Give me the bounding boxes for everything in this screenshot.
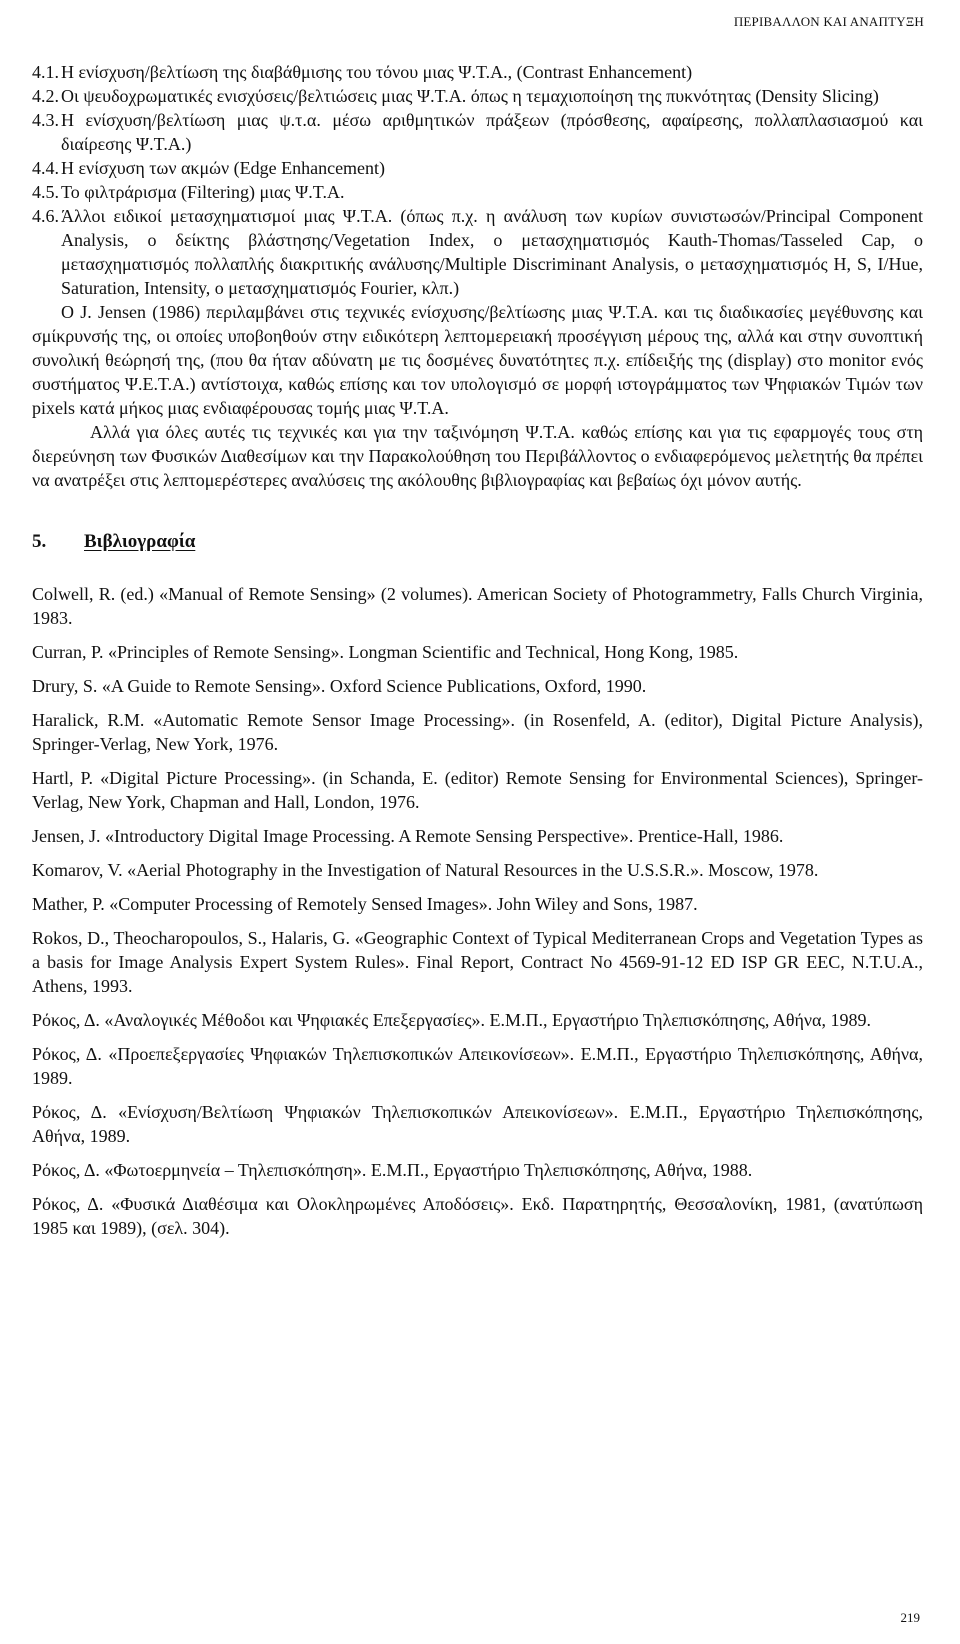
toc-number: 4.6. xyxy=(32,206,59,226)
toc-text: Η ενίσχυση/βελτίωση μιας ψ.τ.α. μέσω αριθμητικών πράξεων (πρόσθεσης, αφαίρεσης, πολλαπλασιασμού και διαίρεσης Ψ.Τ.Α.) xyxy=(61,110,923,154)
toc-item-4-4 xyxy=(32,156,923,180)
reference-item: Mather, P. «Computer Processing of Remotely Sensed Images». John Wiley and Sons, 1987. xyxy=(32,894,698,914)
toc-number: 4.3. xyxy=(32,110,59,130)
section-number: 5. xyxy=(32,531,47,552)
toc-item-4-2 xyxy=(32,84,923,108)
section-title: Βιβλιογραφία xyxy=(84,531,196,552)
toc-text: Η ενίσχυση των ακμών (Edge Enhancement) xyxy=(61,158,386,178)
reference-item: Colwell, R. (ed.) «Manual of Remote Sensing» (2 volumes). American Society of Photogrammetry, Falls Church Virginia, 1983. xyxy=(32,584,923,628)
reference-item: Jensen, J. «Introductory Digital Image Processing. A Remote Sensing Perspective». Prentice-Hall, 1986. xyxy=(32,826,784,846)
toc-item-4-5 xyxy=(32,180,923,204)
reference-item: Haralick, R.M. «Automatic Remote Sensor Image Processing». (in Rosenfeld, A. (editor), Digital Picture Analysis), Springer-Verlag, New York, 1976. xyxy=(32,710,923,754)
toc-text: Οι ψευδοχρωματικές ενισχύσεις/βελτιώσεις μιας Ψ.Τ.Α. όπως η τεμαχιοποίηση της πυκνότητας (Density Slicing) xyxy=(61,86,879,106)
toc-item-4-3 xyxy=(32,108,923,156)
reference-item: Curran, P. «Principles of Remote Sensing». Longman Scientific and Technical, Hong Kong, 1985. xyxy=(32,642,739,662)
toc-text: Άλλοι ειδικοί μετασχηματισμοί μιας Ψ.Τ.Α. (όπως π.χ. η ανάλυση των κυρίων συνιστωσών/Principal Component Analysis, ο δείκτης βλάστησης/Vegetation Index, ο μετασχηματισμός Kauth-Thomas/Tasseled Cap, ο μετασχηματισμός πολλαπλής διακριτικής ανάλυσης/Multiple Discriminant Analysis, ο μετασχηματισμός H, S, I/Hue, Saturation, Intensity, ο μετασχηματισμός Fourier, κλπ.) xyxy=(61,206,923,298)
toc-item-4-1 xyxy=(32,60,923,84)
reference-item: Ρόκος, Δ. «Προεπεξεργασίες Ψηφιακών Τηλεπισκοπικών Απεικονίσεων». Ε.Μ.Π., Εργαστήριο Τηλεπισκόπησης, Αθήνα, 1989. xyxy=(32,1044,923,1088)
reference-item: Ρόκος, Δ. «Ενίσχυση/Βελτίωση Ψηφιακών Τηλεπισκοπικών Απεικονίσεων». Ε.Μ.Π., Εργαστήριο Τηλεπισκόπησης, Αθήνα, 1989. xyxy=(32,1102,923,1146)
reference-item: Ρόκος, Δ. «Φωτοερμηνεία – Τηλεπισκόπηση». Ε.Μ.Π., Εργαστήριο Τηλεπισκόπησης, Αθήνα, 1988. xyxy=(32,1160,753,1180)
reference-item: Ρόκος, Δ. «Αναλογικές Μέθοδοι και Ψηφιακές Επεξεργασίες». Ε.Μ.Π., Εργαστήριο Τηλεπισκόπησης, Αθήνα, 1989. xyxy=(32,1010,871,1030)
reference-item: Hartl, P. «Digital Picture Processing». (in Schanda, E. (editor) Remote Sensing for Environmental Sciences), Springer-Verlag, New York, Chapman and Hall, London, 1976. xyxy=(32,768,923,812)
body-paragraph-jensen: Ο J. Jensen (1986) περιλαμβάνει στις τεχνικές ενίσχυσης/βελτίωσης μιας Ψ.Τ.Α. και τις διαδικασίες μεγέθυνσης και σμίκρυνσής της, οι οποίες υποβοηθούν στην ειδικότερη λεπτομερειακή προσέγγιση μέρους της, αλλά και στην συνοπτική συνολική θεώρησή της, (που θα ήταν αδύνατη με τις δοσμένες δυνατότητες π.χ. επίδειξής της (display) στο monitor ενός συστήματος Ψ.Ε.Τ.Α.) αντίστοιχα, καθώς επίσης και τον υπολογισμό σε μορφή ιστογράμματος των Ψηφιακών Τιμών των pixels κατά μήκος μιας ενδιαφέρουσας τομής μιας Ψ.Τ.Α. xyxy=(32,302,923,418)
toc-text: Η ενίσχυση/βελτίωση της διαβάθμισης του τόνου μιας Ψ.Τ.Α., (Contrast Enhancement) xyxy=(61,62,693,82)
reference-item: Rokos, D., Theocharopoulos, S., Halaris, G. «Geographic Context of Typical Mediterranean Crops and Vegetation Types as a basis for Image Analysis Expert System Rules». Final Report, Contract No 4569-91-12 ED ISP GR EEC, N.T.U.A., Athens, 1993. xyxy=(32,928,923,996)
page-number: 219 xyxy=(900,1610,920,1625)
reference-item: Drury, S. «A Guide to Remote Sensing». Oxford Science Publications, Oxford, 1990. xyxy=(32,676,647,696)
section-heading-bibliography xyxy=(32,530,923,554)
toc-number: 4.1. xyxy=(32,62,59,82)
running-header: ΠΕΡΙΒΑΛΛΟΝ ΚΑΙ ΑΝΑΠΤΥΞΗ xyxy=(733,14,924,29)
reference-item: Komarov, V. «Aerial Photography in the Investigation of Natural Resources in the U.S.S.R.». Moscow, 1978. xyxy=(32,860,819,880)
page-content xyxy=(32,60,923,1250)
body-paragraph-techniques: Αλλά για όλες αυτές τις τεχνικές και για την ταξινόμηση Ψ.Τ.Α. καθώς επίσης και για τις εφαρμογές τους στη διερεύνηση των Φυσικών Διαθεσίμων και την Παρακολούθηση του Περιβάλλοντος ο ενδιαφερόμενος μελετητής θα πρέπει να ανατρέξει στις λεπτομερέστερες αναλύσεις της ακόλουθης βιβλιογραφίας και βεβαίως όχι μόνον αυτής. xyxy=(32,422,923,490)
reference-list xyxy=(32,582,923,1240)
toc-number: 4.5. xyxy=(32,182,59,202)
toc-number: 4.2. xyxy=(32,86,59,106)
toc-text: Το φιλτράρισμα (Filtering) μιας Ψ.Τ.Α. xyxy=(61,182,345,202)
toc-item-4-6 xyxy=(32,204,923,300)
toc-number: 4.4. xyxy=(32,158,59,178)
reference-item: Ρόκος, Δ. «Φυσικά Διαθέσιμα και Ολοκληρωμένες Αποδόσεις». Εκδ. Παρατηρητής, Θεσσαλονίκη, 1981, (ανατύπωση 1985 και 1989), (σελ. 304). xyxy=(32,1194,923,1238)
